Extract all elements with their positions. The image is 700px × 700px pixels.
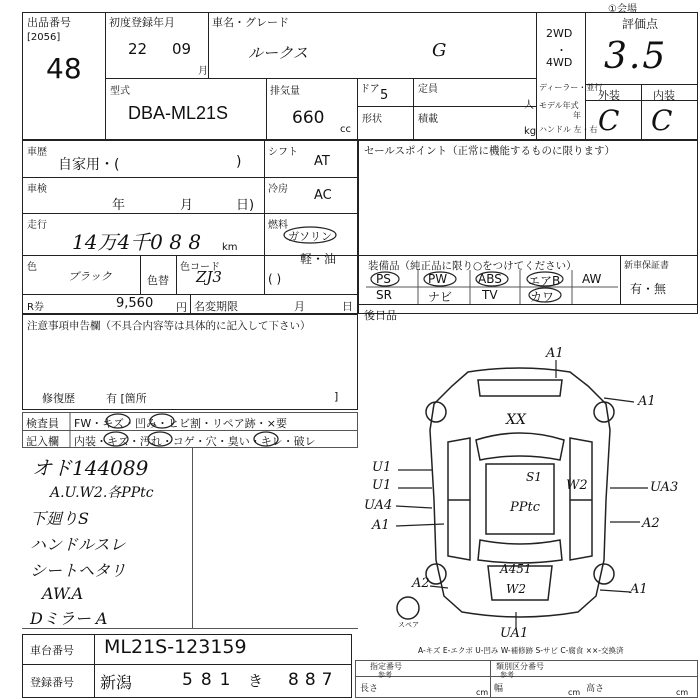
- diagram-label: S1: [526, 470, 542, 484]
- reg-year: 22: [128, 40, 148, 58]
- repair-label: 修復歴: [42, 392, 75, 405]
- ref-label: 参考: [500, 671, 514, 679]
- drive-2wd: 2WD: [546, 27, 573, 40]
- designated-label: 指定番号: [370, 662, 402, 671]
- load-label: 積載: [418, 114, 438, 125]
- load-unit: kg: [524, 126, 537, 137]
- cm-unit: cm: [476, 688, 489, 697]
- name-change-month: 月: [294, 300, 305, 313]
- model-label: 型式: [110, 86, 130, 97]
- exterior-label: 外装: [598, 89, 620, 102]
- divider: [176, 255, 177, 294]
- divider: [357, 78, 358, 140]
- height-label: 高さ: [586, 684, 605, 694]
- handwritten-note: シートヘタリ: [30, 561, 127, 580]
- diagram-label: UA1: [500, 626, 529, 641]
- cm-unit: cm: [676, 688, 689, 697]
- spare-label: スペア: [398, 621, 419, 629]
- lot-number: 48: [46, 52, 82, 85]
- divider: [105, 12, 106, 140]
- equip-pw: PW: [428, 272, 448, 286]
- diagram-label: A1: [372, 518, 390, 533]
- after-label: 後日品: [364, 309, 397, 322]
- seats-unit: 人: [524, 100, 534, 111]
- top-header-box: [22, 12, 698, 140]
- handle-label: ハンドル 左・右: [539, 125, 598, 134]
- ac-label: 冷房: [268, 184, 288, 195]
- grade: G: [432, 40, 447, 61]
- inspector-row2-label: 記入欄: [26, 435, 59, 448]
- diagram-label: A451: [500, 562, 532, 576]
- diagram-label: UA4: [364, 498, 393, 513]
- divider: [536, 12, 537, 140]
- cm-unit: cm: [568, 688, 581, 697]
- warranty-label: 新車保証書: [624, 261, 670, 271]
- diagram-label: UA3: [650, 480, 679, 495]
- handwritten-note: Dミラー A: [30, 609, 108, 628]
- fuel: ガソリン: [288, 230, 332, 243]
- divider: [22, 177, 358, 178]
- registration-label: 登録番号: [30, 676, 74, 689]
- model: DBA-ML21S: [128, 103, 229, 123]
- registration-number1: 581: [182, 670, 239, 690]
- handwritten-note: 下廻りS: [30, 509, 89, 528]
- recycle-label: R券: [27, 302, 44, 313]
- fuel-label: 燃料: [268, 220, 288, 231]
- diagram-label: W2: [566, 478, 588, 493]
- equipment-label: 装備品（純正品に限り○をつけてください）: [368, 260, 577, 272]
- name-change-label: 名変期限: [194, 300, 238, 313]
- interior-grade: C: [651, 104, 673, 137]
- inspection-day: 日): [236, 198, 255, 213]
- repair: 有 [箇所: [106, 392, 147, 405]
- model-year-label: モデル年式: [539, 101, 579, 110]
- color-code: ZJ3: [196, 268, 222, 286]
- displacement: 660: [292, 108, 325, 128]
- mileage: 14万4千0 8 8: [72, 230, 202, 254]
- divider: [208, 12, 209, 78]
- divider: [105, 78, 536, 79]
- equip-abs: ABS: [478, 272, 502, 286]
- divider: [490, 660, 491, 698]
- inspection-year: 年: [112, 198, 126, 213]
- registration-kana: き: [248, 672, 264, 690]
- history-close: ): [236, 154, 242, 170]
- reg-month: 09: [172, 40, 192, 58]
- divider: [22, 213, 358, 214]
- history: 自家用・(: [58, 157, 120, 173]
- divider: [266, 78, 267, 140]
- color-code-label: 色コード: [180, 262, 220, 273]
- diagram-label: U1: [372, 460, 392, 475]
- handwritten-note: AW.A: [42, 584, 84, 603]
- width-label: 幅: [494, 684, 504, 694]
- fuel-diesel: 軽・油: [300, 252, 337, 266]
- diagram-label: A2: [412, 576, 430, 591]
- history-label: 車歴: [27, 147, 47, 158]
- name-change-day: 日: [342, 300, 353, 313]
- handwritten-note: A.U.W2.各PPtc: [50, 485, 154, 501]
- divider: [192, 448, 193, 628]
- mileage-unit: km: [222, 242, 238, 253]
- registration-number2: 887: [288, 670, 339, 690]
- equip-aw: AW: [582, 272, 602, 286]
- damage-legend: A-キズ E-エクボ U-凹み W-補修跡 S-サビ C-腐食 ××-交換済: [418, 646, 624, 655]
- diagram-label: W2: [506, 582, 526, 596]
- mileage-label: 走行: [27, 220, 47, 231]
- lot-label: 出品番号: [27, 16, 71, 29]
- shift-label: シフト: [268, 147, 298, 158]
- handwritten-note: ハンドルスレ: [30, 535, 126, 554]
- score-label: 評価点: [622, 17, 659, 31]
- diagram-label: A1: [638, 394, 656, 409]
- ref-label: 参考: [378, 671, 392, 679]
- seats-label: 定員: [418, 84, 438, 95]
- color: ブラック: [68, 270, 112, 283]
- divider: [140, 255, 141, 294]
- diagram-label: PPtc: [510, 500, 540, 515]
- doors: 5: [380, 88, 389, 103]
- equip-sr: SR: [376, 288, 392, 302]
- ac: AC: [314, 188, 332, 203]
- color-swap-label: 色替: [147, 274, 169, 287]
- length-label: 長さ: [360, 684, 379, 694]
- equip-tv: TV: [482, 288, 498, 302]
- lot-code: [2056]: [27, 32, 61, 43]
- shape-label: 形状: [362, 114, 382, 125]
- top-stamp: ①会場: [608, 4, 637, 15]
- divider: [358, 255, 698, 256]
- displacement-label: 排気量: [270, 86, 300, 97]
- divider: [355, 676, 698, 677]
- divider: [641, 84, 642, 140]
- dealer-label: ディーラー・並行: [539, 83, 603, 92]
- diagram-label: U1: [372, 478, 392, 493]
- registration-region: 新潟: [100, 673, 133, 692]
- handwritten-note: オド144089: [32, 456, 149, 480]
- inspector-row1-label: 検査員: [26, 417, 59, 430]
- drive-dot: ・: [556, 44, 567, 57]
- inspector-row1: FW・キズ・凹み・ヒビ割・リペア跡・×要: [74, 417, 287, 430]
- sales-label: セールスポイント（正常に機能するものに限ります）: [364, 145, 616, 157]
- car-label: 車名・グレード: [212, 16, 289, 29]
- interior-label: 内装: [653, 89, 675, 102]
- recycle-unit: 円: [176, 301, 187, 314]
- inspector-row2: 内装・キズ・汚れ・コゲ・穴・臭い・キレ・破レ: [74, 435, 316, 448]
- displacement-unit: cc: [340, 124, 351, 135]
- exterior-grade: C: [598, 104, 620, 137]
- chassis-number: ML21S-123159: [104, 636, 247, 658]
- diagram-label: XX: [506, 412, 526, 428]
- divider: [413, 78, 414, 140]
- diagram-label: A2: [642, 516, 660, 531]
- inspection-month: 月: [180, 198, 194, 213]
- inspection-label: 車検: [27, 184, 47, 195]
- category-label: 類別区分番号: [496, 662, 544, 671]
- notes-label: 注意事項申告欄（不具合内容等は具体的に記入して下さい）: [27, 320, 311, 332]
- reg-month-unit: 月: [198, 66, 208, 77]
- chassis-label: 車台番号: [30, 644, 74, 657]
- divider: [22, 664, 352, 665]
- equip-navi: ナビ: [428, 290, 453, 304]
- car-name: ルークス: [248, 44, 308, 62]
- repair-close: ]: [334, 390, 339, 403]
- divider: [358, 304, 698, 305]
- equip-airbag: エアB: [528, 274, 561, 288]
- divider: [357, 106, 536, 107]
- diagram-label: A1: [546, 346, 564, 361]
- year-unit: 年: [573, 111, 581, 120]
- divider: [94, 634, 95, 698]
- drive-4wd: 4WD: [546, 56, 573, 69]
- color-label: 色: [27, 262, 37, 273]
- equip-ps: PS: [376, 272, 391, 286]
- divider: [190, 294, 191, 314]
- warranty: 有・無: [630, 282, 667, 296]
- recycle: 9,560: [116, 296, 154, 311]
- reg-label: 初度登録年月: [109, 16, 175, 29]
- divider: [264, 140, 265, 294]
- fuel-paren: ( ): [268, 272, 282, 286]
- doors-label: ドア: [360, 84, 380, 95]
- divider: [585, 12, 586, 140]
- score: 3.5: [604, 36, 668, 77]
- shift: AT: [314, 154, 330, 169]
- divider: [620, 255, 621, 304]
- diagram-label: A1: [630, 582, 648, 597]
- equip-leather: カワ: [530, 290, 555, 304]
